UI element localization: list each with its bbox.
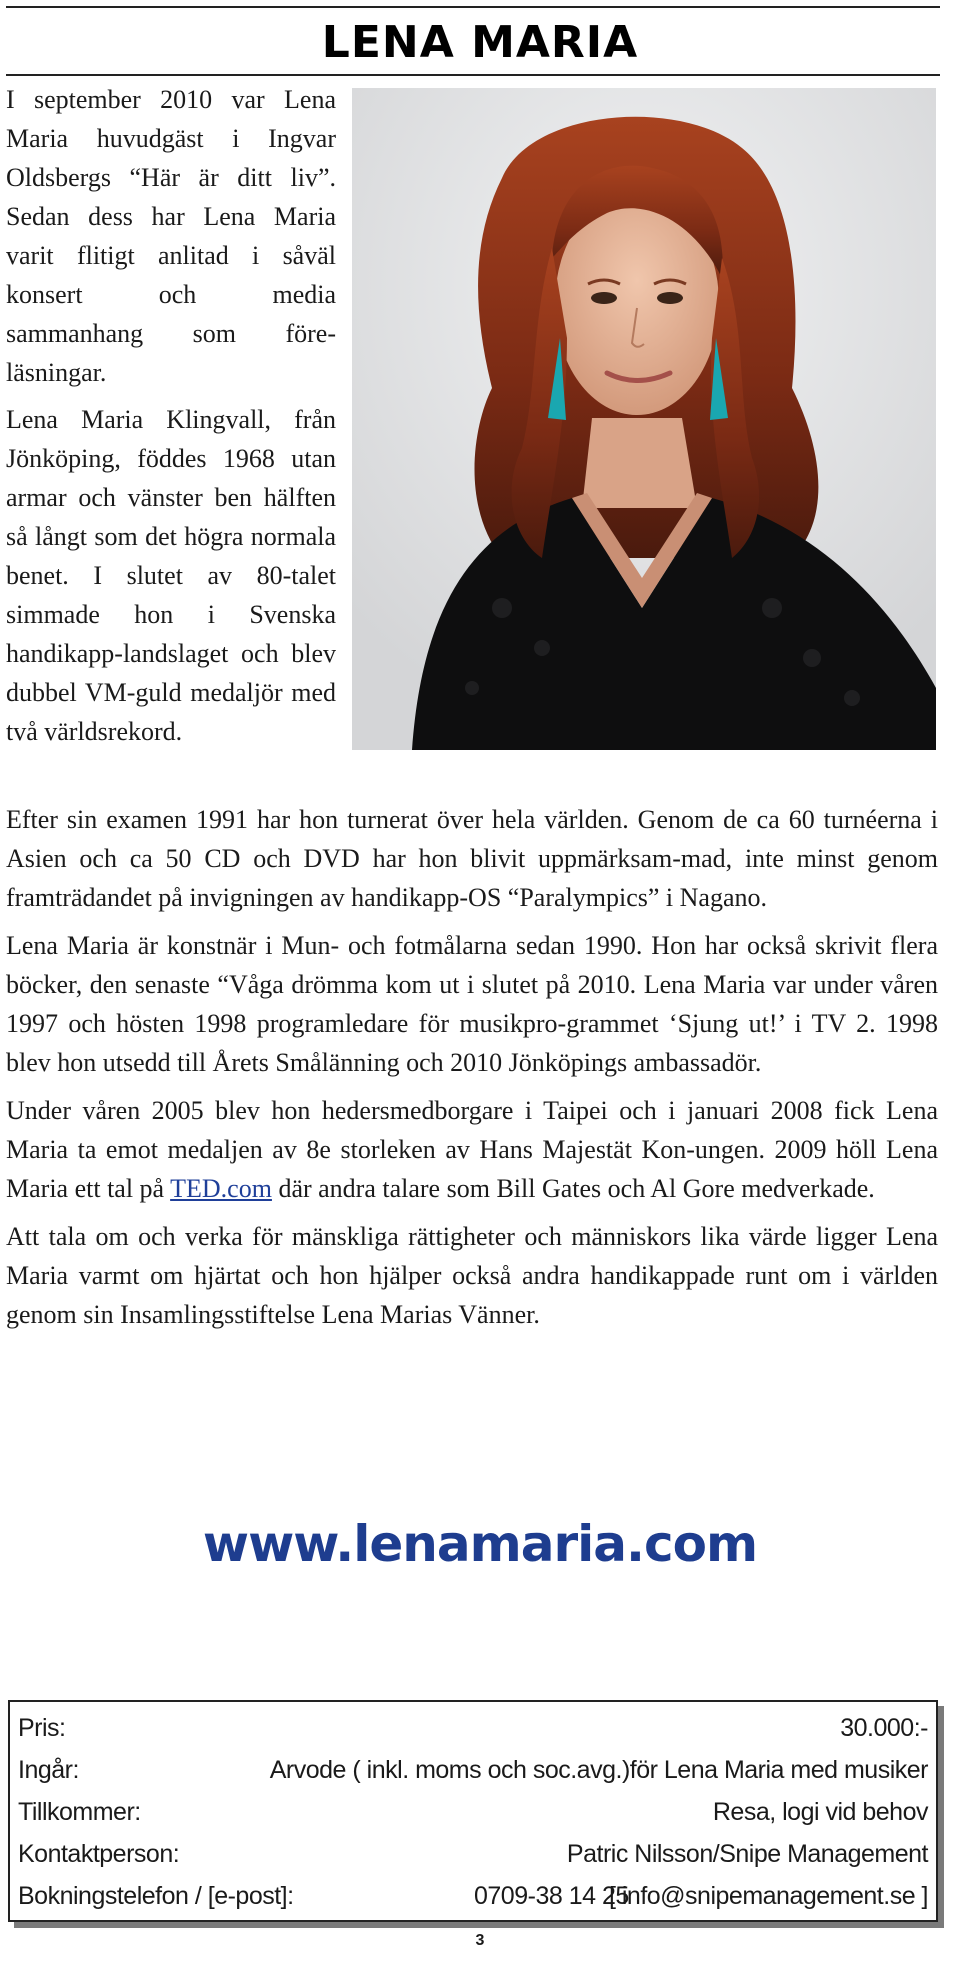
portrait-photo: [352, 88, 936, 750]
top-rule: [6, 6, 940, 8]
website-link[interactable]: www.lenamaria.com: [202, 1515, 758, 1573]
info-row-extra: [18, 1792, 928, 1832]
ted-link[interactable]: TED.com: [170, 1174, 272, 1203]
intro-column: [6, 80, 336, 759]
extra-label: Tillkommer:: [18, 1797, 141, 1826]
includes-label: Ingår:: [18, 1755, 79, 1784]
closing-paragraph: Att tala om och verka för mänskliga rättigheter och människors lika värde ligger Lena Maria varmt om hjärtat och hon hjälper också andra handikappade runt om i världen genom sin Insamlingsstiftelse Lena Marias Vänner.: [6, 1222, 938, 1329]
page-title: LENA MARIA: [321, 17, 639, 68]
booking-label: Bokningstelefon / [e-post]:: [18, 1881, 294, 1910]
price-label: Pris:: [18, 1713, 66, 1742]
includes-value: Arvode ( inkl. moms och soc.avg.)för Lena Maria med musiker: [269, 1755, 928, 1784]
booking-info-box: [8, 1700, 938, 1922]
paragraph-text-before-link: Under våren 2005 blev hon hedersmedborgare i Taipei och i januari 2008 fick Lena Maria ta emot medaljen av 8e storleken av Hans Majestät Kon-ungen. 2009 höll Lena Maria ett tal på: [6, 1096, 938, 1203]
title-rule: [6, 74, 940, 76]
intro-paragraph-1: I september 2010 var Lena Maria huvudgäst i Ingvar Oldsbergs “Här är ditt liv”. Sedan dess har Lena Maria varit flitigt anlitad i såväl konsert och media sammanhang som före-läsningar.: [6, 85, 336, 387]
contact-label: Kontaktperson:: [18, 1839, 180, 1868]
contact-value: Patric Nilsson/Snipe Management: [566, 1839, 928, 1868]
paragraph-text-after-link: där andra talare som Bill Gates och Al Gore medverkade.: [271, 1174, 875, 1203]
extra-value: Resa, logi vid behov: [712, 1797, 928, 1826]
info-row-price: [18, 1708, 928, 1748]
info-row-contact: [18, 1834, 928, 1874]
info-row-booking: [18, 1876, 928, 1916]
booking-email[interactable]: [ info@snipemanagement.se ]: [608, 1881, 928, 1910]
intro-paragraph-2: Lena Maria Klingvall, från Jönköping, föddes 1968 utan armar och vänster ben hälften så långt som det högra normala benet. I slutet av 80-talet simmade hon i Svenska handikapp-landslaget och blev dubbel VM-guld medaljör med två världsrekord.: [6, 405, 336, 746]
booking-phone[interactable]: 0709-38 14 25: [474, 1881, 629, 1910]
body-paragraph-3: [6, 1091, 938, 1208]
page-number: 3: [475, 1932, 485, 1949]
body-paragraph-2: Lena Maria är konstnär i Mun- och fotmålarna sedan 1990. Hon har också skrivit flera böcker, den senaste “Våga drömma kom ut i slutet på 2010. Lena Maria var under våren 1997 och hösten 1998 programledare för musikpro-grammet ‘Sjung ut!’ i TV 2. 1998 blev hon utsedd till Årets Smålänning och 2010 Jönköpings ambassadör.: [6, 931, 938, 1077]
body-paragraph-1: Efter sin examen 1991 har hon turnerat över hela världen. Genom de ca 60 turnéerna i Asien och ca 50 CD och DVD har hon blivit uppmärksam-mad, inte minst genom framträdandet på invigningen av handikapp-OS “Paralympics” i Nagano.: [6, 805, 938, 912]
info-row-includes: [18, 1750, 928, 1790]
price-value: 30.000:-: [840, 1713, 928, 1742]
portrait-illustration: [352, 88, 936, 750]
article-body: [6, 800, 938, 1343]
